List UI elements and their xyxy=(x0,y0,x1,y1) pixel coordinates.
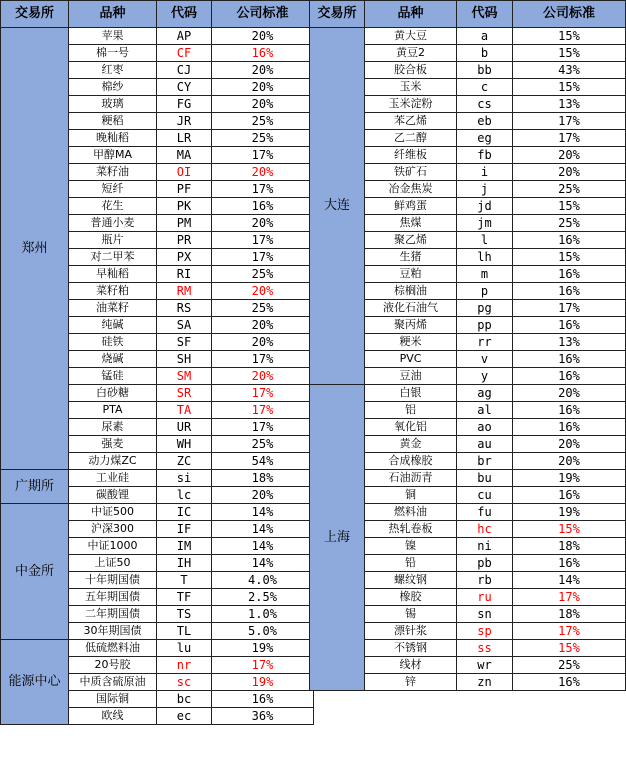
code-cell: wr xyxy=(457,657,513,674)
variety-cell: 铅 xyxy=(365,555,457,572)
variety-cell: 玉米 xyxy=(365,79,457,96)
code-cell: cu xyxy=(457,487,513,504)
variety-cell: 粳米 xyxy=(365,334,457,351)
variety-cell: 短纤 xyxy=(69,181,157,198)
code-cell: ao xyxy=(457,419,513,436)
rate-cell: 17% xyxy=(212,419,314,436)
variety-cell: 合成橡胶 xyxy=(365,453,457,470)
code-cell: br xyxy=(457,453,513,470)
variety-cell: 低硫燃料油 xyxy=(69,640,157,657)
variety-cell: 玉米淀粉 xyxy=(365,96,457,113)
variety-cell: 30年期国债 xyxy=(69,623,157,640)
variety-cell: 纤维板 xyxy=(365,147,457,164)
rate-cell: 16% xyxy=(513,351,626,368)
variety-cell: 锰硅 xyxy=(69,368,157,385)
variety-cell: 锡 xyxy=(365,606,457,623)
rate-cell: 16% xyxy=(513,487,626,504)
variety-cell: 尿素 xyxy=(69,419,157,436)
code-cell: SF xyxy=(157,334,212,351)
rate-cell: 17% xyxy=(513,130,626,147)
variety-cell: 不锈钢 xyxy=(365,640,457,657)
code-cell: TA xyxy=(157,402,212,419)
variety-cell: 白砂糖 xyxy=(69,385,157,402)
code-cell: lh xyxy=(457,249,513,266)
code-cell: PF xyxy=(157,181,212,198)
rate-cell: 25% xyxy=(513,181,626,198)
code-cell: FG xyxy=(157,96,212,113)
code-cell: RS xyxy=(157,300,212,317)
rate-cell: 18% xyxy=(212,470,314,487)
variety-cell: 普通小麦 xyxy=(69,215,157,232)
variety-cell: 中证500 xyxy=(69,504,157,521)
rate-cell: 17% xyxy=(212,351,314,368)
code-cell: bc xyxy=(157,691,212,708)
right-table-body xyxy=(310,28,626,691)
code-cell: SA xyxy=(157,317,212,334)
variety-cell: 聚乙烯 xyxy=(365,232,457,249)
variety-cell: 红枣 xyxy=(69,62,157,79)
variety-cell: 铜 xyxy=(365,487,457,504)
exchange-cell: 大连 xyxy=(310,28,365,385)
rate-cell: 20% xyxy=(212,317,314,334)
code-cell: SR xyxy=(157,385,212,402)
rate-cell: 13% xyxy=(513,96,626,113)
code-cell: RM xyxy=(157,283,212,300)
variety-cell: 螺纹钢 xyxy=(365,572,457,589)
rate-cell: 16% xyxy=(513,368,626,385)
rate-cell: 15% xyxy=(513,249,626,266)
code-cell: au xyxy=(457,436,513,453)
rate-cell: 17% xyxy=(212,147,314,164)
code-cell: nr xyxy=(157,657,212,674)
variety-cell: 十年期国债 xyxy=(69,572,157,589)
variety-cell: 早籼稻 xyxy=(69,266,157,283)
code-cell: c xyxy=(457,79,513,96)
code-cell: PM xyxy=(157,215,212,232)
variety-cell: 菜籽粕 xyxy=(69,283,157,300)
rate-cell: 16% xyxy=(513,266,626,283)
variety-cell: 纯碱 xyxy=(69,317,157,334)
variety-cell: 冶金焦炭 xyxy=(365,181,457,198)
code-cell: y xyxy=(457,368,513,385)
variety-cell: 棉纱 xyxy=(69,79,157,96)
rate-cell: 16% xyxy=(513,555,626,572)
left-table xyxy=(0,0,314,725)
rate-cell: 17% xyxy=(212,232,314,249)
rate-cell: 16% xyxy=(513,674,626,691)
header-company-standard: 公司标准 xyxy=(212,1,314,28)
rate-cell: 25% xyxy=(212,130,314,147)
code-cell: cs xyxy=(457,96,513,113)
code-cell: CF xyxy=(157,45,212,62)
rate-cell: 14% xyxy=(513,572,626,589)
variety-cell: 烧碱 xyxy=(69,351,157,368)
rate-cell: 15% xyxy=(513,198,626,215)
rate-cell: 16% xyxy=(513,317,626,334)
header-code: 代码 xyxy=(157,1,212,28)
variety-cell: 胶合板 xyxy=(365,62,457,79)
rate-cell: 25% xyxy=(513,657,626,674)
code-cell: p xyxy=(457,283,513,300)
rate-cell: 20% xyxy=(513,436,626,453)
code-cell: TF xyxy=(157,589,212,606)
variety-cell: 花生 xyxy=(69,198,157,215)
rate-cell: 20% xyxy=(212,62,314,79)
variety-cell: 苹果 xyxy=(69,28,157,45)
code-cell: a xyxy=(457,28,513,45)
rate-cell: 20% xyxy=(513,453,626,470)
rate-cell: 54% xyxy=(212,453,314,470)
code-cell: RI xyxy=(157,266,212,283)
code-cell: lc xyxy=(157,487,212,504)
header-variety: 品种 xyxy=(69,1,157,28)
variety-cell: PTA xyxy=(69,402,157,419)
code-cell: bb xyxy=(457,62,513,79)
rate-cell: 18% xyxy=(513,606,626,623)
variety-cell: 对二甲苯 xyxy=(69,249,157,266)
variety-cell: 油菜籽 xyxy=(69,300,157,317)
rate-cell: 16% xyxy=(513,232,626,249)
exchange-cell: 中金所 xyxy=(1,504,69,640)
rate-cell: 17% xyxy=(212,385,314,402)
code-cell: WH xyxy=(157,436,212,453)
code-cell: pg xyxy=(457,300,513,317)
rate-cell: 20% xyxy=(212,96,314,113)
variety-cell: 生猪 xyxy=(365,249,457,266)
code-cell: LR xyxy=(157,130,212,147)
code-cell: PR xyxy=(157,232,212,249)
code-cell: SH xyxy=(157,351,212,368)
rate-cell: 17% xyxy=(212,181,314,198)
variety-cell: 硅铁 xyxy=(69,334,157,351)
code-cell: AP xyxy=(157,28,212,45)
rate-cell: 19% xyxy=(513,504,626,521)
code-cell: ec xyxy=(157,708,212,725)
rate-cell: 16% xyxy=(212,45,314,62)
code-cell: pb xyxy=(457,555,513,572)
header-code: 代码 xyxy=(457,1,513,28)
header-exchange: 交易所 xyxy=(1,1,69,28)
rate-cell: 17% xyxy=(212,249,314,266)
table-row xyxy=(310,385,626,402)
code-cell: OI xyxy=(157,164,212,181)
rate-cell: 20% xyxy=(212,283,314,300)
code-cell: jm xyxy=(457,215,513,232)
variety-cell: 中证1000 xyxy=(69,538,157,555)
rate-cell: 4.0% xyxy=(212,572,314,589)
table-row xyxy=(310,28,626,45)
rate-cell: 17% xyxy=(513,113,626,130)
variety-cell: 锌 xyxy=(365,674,457,691)
code-cell: CJ xyxy=(157,62,212,79)
variety-cell: 橡胶 xyxy=(365,589,457,606)
rate-cell: 19% xyxy=(212,674,314,691)
table-row xyxy=(1,640,314,657)
variety-cell: 石油沥青 xyxy=(365,470,457,487)
code-cell: v xyxy=(457,351,513,368)
variety-cell: 铝 xyxy=(365,402,457,419)
variety-cell: 棕榈油 xyxy=(365,283,457,300)
code-cell: b xyxy=(457,45,513,62)
code-cell: CY xyxy=(157,79,212,96)
rate-cell: 16% xyxy=(513,402,626,419)
left-table-body xyxy=(1,28,314,725)
code-cell: bu xyxy=(457,470,513,487)
variety-cell: 乙二醇 xyxy=(365,130,457,147)
rate-cell: 43% xyxy=(513,62,626,79)
header-variety: 品种 xyxy=(365,1,457,28)
code-cell: fb xyxy=(457,147,513,164)
code-cell: rr xyxy=(457,334,513,351)
variety-cell: 黄豆2 xyxy=(365,45,457,62)
code-cell: eb xyxy=(457,113,513,130)
rate-cell: 15% xyxy=(513,640,626,657)
variety-cell: 上证50 xyxy=(69,555,157,572)
variety-cell: 碳酸锂 xyxy=(69,487,157,504)
table-row xyxy=(1,28,314,45)
variety-cell: 焦煤 xyxy=(365,215,457,232)
code-cell: hc xyxy=(457,521,513,538)
rate-cell: 16% xyxy=(212,198,314,215)
variety-cell: 苯乙烯 xyxy=(365,113,457,130)
variety-cell: PVC xyxy=(365,351,457,368)
rate-cell: 16% xyxy=(212,691,314,708)
variety-cell: 工业硅 xyxy=(69,470,157,487)
rate-cell: 14% xyxy=(212,555,314,572)
rate-cell: 18% xyxy=(513,538,626,555)
code-cell: IM xyxy=(157,538,212,555)
code-cell: SM xyxy=(157,368,212,385)
variety-cell: 国际铜 xyxy=(69,691,157,708)
rate-cell: 14% xyxy=(212,521,314,538)
variety-cell: 液化石油气 xyxy=(365,300,457,317)
rate-cell: 14% xyxy=(212,504,314,521)
code-cell: sn xyxy=(457,606,513,623)
exchange-cell: 上海 xyxy=(310,385,365,691)
table-row xyxy=(1,504,314,521)
rate-cell: 13% xyxy=(513,334,626,351)
code-cell: ru xyxy=(457,589,513,606)
rate-cell: 17% xyxy=(513,589,626,606)
code-cell: IC xyxy=(157,504,212,521)
rate-cell: 1.0% xyxy=(212,606,314,623)
rate-cell: 20% xyxy=(212,28,314,45)
rate-cell: 17% xyxy=(212,657,314,674)
variety-cell: 强麦 xyxy=(69,436,157,453)
variety-cell: 五年期国债 xyxy=(69,589,157,606)
variety-cell: 聚丙烯 xyxy=(365,317,457,334)
variety-cell: 二年期国债 xyxy=(69,606,157,623)
variety-cell: 中质含硫原油 xyxy=(69,674,157,691)
variety-cell: 晚籼稻 xyxy=(69,130,157,147)
rate-cell: 20% xyxy=(513,385,626,402)
rate-cell: 15% xyxy=(513,45,626,62)
code-cell: TL xyxy=(157,623,212,640)
rate-cell: 25% xyxy=(513,215,626,232)
rate-cell: 17% xyxy=(513,300,626,317)
rate-cell: 20% xyxy=(513,147,626,164)
variety-cell: 镍 xyxy=(365,538,457,555)
variety-cell: 甲醇MA xyxy=(69,147,157,164)
code-cell: zn xyxy=(457,674,513,691)
code-cell: ag xyxy=(457,385,513,402)
exchange-cell: 能源中心 xyxy=(1,640,69,725)
variety-cell: 豆粕 xyxy=(365,266,457,283)
header-company-standard: 公司标准 xyxy=(513,1,626,28)
rate-cell: 15% xyxy=(513,79,626,96)
variety-cell: 菜籽油 xyxy=(69,164,157,181)
variety-cell: 粳稻 xyxy=(69,113,157,130)
rate-cell: 17% xyxy=(513,623,626,640)
code-cell: MA xyxy=(157,147,212,164)
variety-cell: 氧化铝 xyxy=(365,419,457,436)
variety-cell: 玻璃 xyxy=(69,96,157,113)
rate-cell: 5.0% xyxy=(212,623,314,640)
rate-cell: 20% xyxy=(212,164,314,181)
code-cell: IH xyxy=(157,555,212,572)
code-cell: UR xyxy=(157,419,212,436)
code-cell: ss xyxy=(457,640,513,657)
code-cell: T xyxy=(157,572,212,589)
rate-cell: 17% xyxy=(212,402,314,419)
variety-cell: 瓶片 xyxy=(69,232,157,249)
rate-cell: 20% xyxy=(212,334,314,351)
right-header-row xyxy=(310,1,626,28)
rate-cell: 20% xyxy=(212,368,314,385)
left-header-row xyxy=(1,1,314,28)
rate-cell: 14% xyxy=(212,538,314,555)
code-cell: ni xyxy=(457,538,513,555)
rate-cell: 20% xyxy=(212,79,314,96)
code-cell: ZC xyxy=(157,453,212,470)
code-cell: jd xyxy=(457,198,513,215)
variety-cell: 黄金 xyxy=(365,436,457,453)
code-cell: sp xyxy=(457,623,513,640)
rate-cell: 36% xyxy=(212,708,314,725)
rate-cell: 25% xyxy=(212,436,314,453)
rate-cell: 25% xyxy=(212,300,314,317)
rate-cell: 20% xyxy=(513,164,626,181)
code-cell: si xyxy=(157,470,212,487)
variety-cell: 黄大豆 xyxy=(365,28,457,45)
code-cell: sc xyxy=(157,674,212,691)
rate-cell: 25% xyxy=(212,266,314,283)
variety-cell: 线材 xyxy=(365,657,457,674)
code-cell: eg xyxy=(457,130,513,147)
variety-cell: 棉一号 xyxy=(69,45,157,62)
rate-cell: 16% xyxy=(513,283,626,300)
variety-cell: 欧线 xyxy=(69,708,157,725)
variety-cell: 豆油 xyxy=(365,368,457,385)
variety-cell: 沪深300 xyxy=(69,521,157,538)
variety-cell: 动力煤ZC xyxy=(69,453,157,470)
variety-cell: 20号胶 xyxy=(69,657,157,674)
rate-cell: 2.5% xyxy=(212,589,314,606)
code-cell: l xyxy=(457,232,513,249)
code-cell: i xyxy=(457,164,513,181)
code-cell: pp xyxy=(457,317,513,334)
code-cell: fu xyxy=(457,504,513,521)
code-cell: j xyxy=(457,181,513,198)
rate-cell: 15% xyxy=(513,28,626,45)
code-cell: m xyxy=(457,266,513,283)
variety-cell: 铁矿石 xyxy=(365,164,457,181)
rate-cell: 15% xyxy=(513,521,626,538)
code-cell: rb xyxy=(457,572,513,589)
rate-cell: 25% xyxy=(212,113,314,130)
rate-cell: 20% xyxy=(212,215,314,232)
rate-cell: 19% xyxy=(513,470,626,487)
variety-cell: 白银 xyxy=(365,385,457,402)
code-cell: PX xyxy=(157,249,212,266)
variety-cell: 漂针浆 xyxy=(365,623,457,640)
variety-cell: 燃料油 xyxy=(365,504,457,521)
code-cell: IF xyxy=(157,521,212,538)
code-cell: TS xyxy=(157,606,212,623)
code-cell: JR xyxy=(157,113,212,130)
code-cell: PK xyxy=(157,198,212,215)
exchange-cell: 郑州 xyxy=(1,28,69,470)
variety-cell: 热轧卷板 xyxy=(365,521,457,538)
code-cell: al xyxy=(457,402,513,419)
exchange-cell: 广期所 xyxy=(1,470,69,504)
rate-cell: 19% xyxy=(212,640,314,657)
header-exchange: 交易所 xyxy=(310,1,365,28)
code-cell: lu xyxy=(157,640,212,657)
rate-cell: 16% xyxy=(513,419,626,436)
variety-cell: 鲜鸡蛋 xyxy=(365,198,457,215)
rate-cell: 20% xyxy=(212,487,314,504)
table-row xyxy=(1,470,314,487)
right-table xyxy=(309,0,626,691)
